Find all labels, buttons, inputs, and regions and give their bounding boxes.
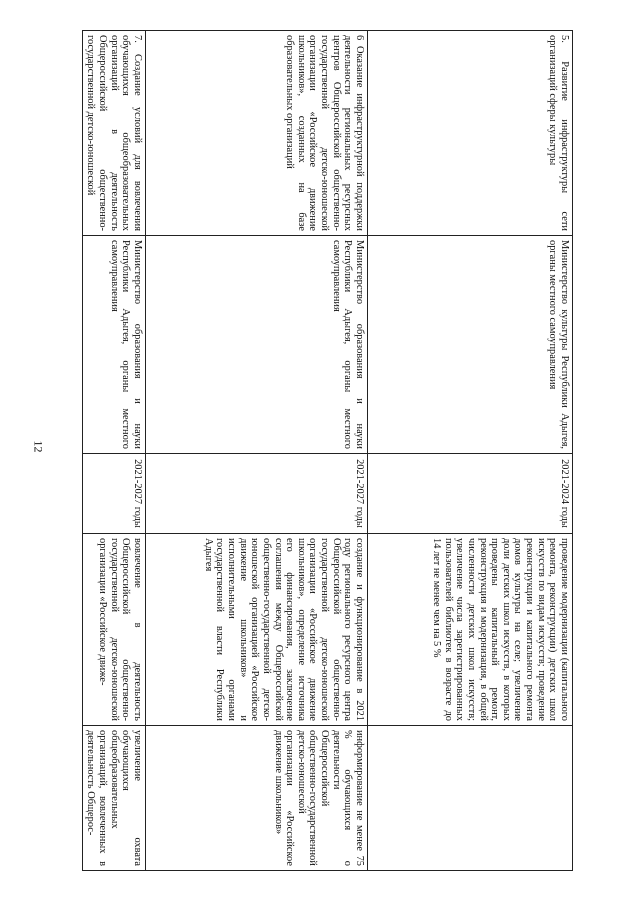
period-cell: 2021-2024 годы: [368, 454, 573, 534]
page-number: 12: [31, 440, 46, 453]
event-cell: 6 Оказание инфраструктурной поддержки деятельности региональных ресурсных центров Общероссийской общественно-государственной детско-юношеской организации «Российское движение школьников», созданных на базе образовательных организаций: [146, 31, 368, 236]
period-cell: 2021-2027 годы: [146, 454, 368, 534]
period-cell: 2021-2027 годы: [82, 454, 145, 534]
responsible-cell: Министерство образования и науки Республики Адыгея, органы местного самоуправления: [82, 236, 145, 454]
responsible-cell: Министерство образования и науки Республики Адыгея, органы местного самоуправления: [146, 236, 368, 454]
table-row: [146, 31, 368, 871]
result-cell: увеличение охвата обучающихся общеобразовательных организаций, вовлеченных в деятельность Общерос-: [82, 726, 145, 871]
responsible-cell: Министерство культуры Республики Адыгея, органы местного самоуправления: [368, 236, 573, 454]
measures-cell: проведение модернизации (капитального ремонта, реконструкции) детских школ искусств по видам искусств; проведение реконструкции и капитального ремонта домов культуры на селе; увеличение доли детских школ искусств, в которых проведены капитальный ремонт, реконструкция и модернизация, в общей численности детских школ искусств; увеличение числа зарегистрированных пользователей библиотек в возрасте до 14 лет не менее чем на 5 %: [368, 534, 573, 726]
event-cell: 5. Развитие инфраструктуры сети организаций сферы культуры: [368, 31, 573, 236]
measures-cell: вовлечение в деятельность Общероссийской общественно-государственной детско-юношеской организации «Российское движе-: [82, 534, 145, 726]
program-measures-table: [82, 30, 573, 871]
result-cell: [368, 726, 573, 871]
rotated-table-container: [85, 30, 573, 870]
table-row: [82, 31, 145, 871]
table-row: [368, 31, 573, 871]
result-cell: информирование не менее 75 % обучающихся о деятельности Общероссийской общественно-государственной детско-юношеской организации «Российское движение школьников»: [146, 726, 368, 871]
event-cell: 7. Создание условий для вовлечения обучающихся общеобразовательных организаций в деятельность Общероссийской общественно-государственной детско-юношеской: [82, 31, 145, 236]
measures-cell: создание и функционирование в 2021 году регионального ресурсного центра Общероссийской общественно-государственной детско-юношеской организации «Российское движение школьников», определение источника его финансирования, заключение соглашения между Общероссийской общественно-государственной детско-юношеской организацией «Российское движение школьников» и исполнительными органами государственной власти Республики Адыгея: [146, 534, 368, 726]
